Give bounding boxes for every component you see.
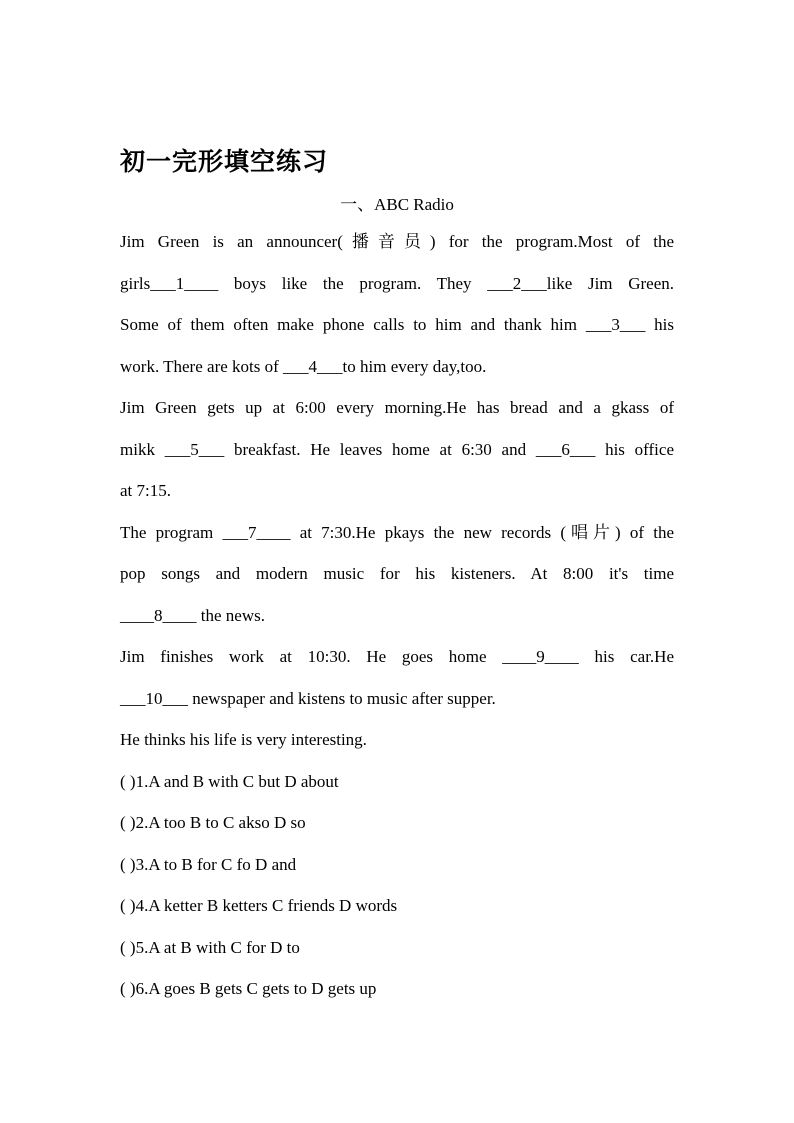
passage-line: Some of them often make phone calls to him and thank him ___3___ his — [120, 315, 674, 334]
passage-line: mikk ___5___ breakfast. He leaves home at 6:30 and ___6___ his office — [120, 440, 674, 459]
passage-line: girls___1____ boys like the program. They ___2___like Jim Green. — [120, 274, 674, 293]
passage-line: Jim Green gets up at 6:00 every morning.He has bread and a gkass of — [120, 398, 674, 417]
passage-line: at 7:15. — [120, 481, 171, 500]
passage-line: The program ___7____ at 7:30.He pkays the new records (唱片) of the — [120, 523, 674, 542]
answer-option-line: ( )5.A at B with C for D to — [120, 938, 300, 957]
answer-option-line: ( )1.A and B with C but D about — [120, 772, 339, 791]
passage-line: He thinks his life is very interesting. — [120, 730, 367, 749]
document-title: 初一完形填空练习 — [120, 147, 329, 176]
passage-line: pop songs and modern music for his kisteners. At 8:00 it's time — [120, 564, 674, 583]
passage-line: work. There are kots of ___4___to him every day,too. — [120, 357, 487, 376]
passage-line: Jim finishes work at 10:30. He goes home ____9____ his car.He — [120, 647, 674, 666]
passage-line: Jim Green is an announcer(播音员) for the program.Most of the — [120, 232, 674, 251]
answer-option-line: ( )6.A goes B gets C gets to D gets up — [120, 979, 377, 998]
section-heading — [0, 190, 794, 215]
passage-line: ___10___ newspaper and kistens to music after supper. — [120, 689, 496, 708]
answer-option-line: ( )4.A ketter B ketters C friends D words — [120, 896, 398, 915]
answer-option-line: ( )2.A too B to C akso D so — [120, 813, 306, 832]
answer-option-line: ( )3.A to B for C fo D and — [120, 855, 297, 874]
section-heading-text: 一、ABC Radio — [340, 195, 454, 214]
passage-line: ____8____ the news. — [120, 606, 265, 625]
